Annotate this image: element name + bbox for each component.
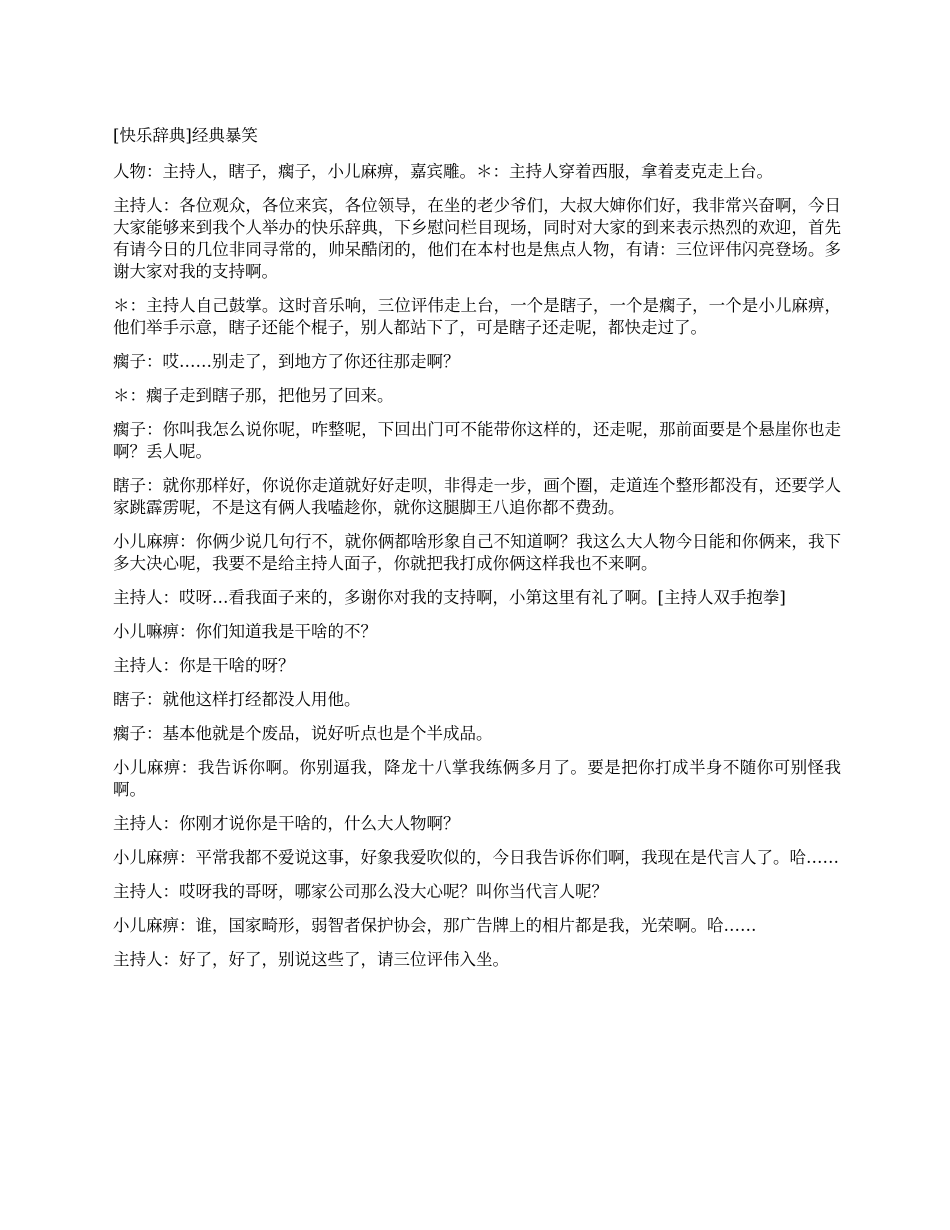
paragraph-dialogue: 主持人：你刚才说你是干啥的，什么大人物啊？: [113, 814, 460, 833]
paragraph-dialogue: 小儿麻痹：平常我都不爱说这事，好象我爱吹似的，今日我告诉你们啊，我现在是代言人了。哈……: [113, 848, 839, 867]
paragraph-dialogue: 主持人：好了，好了，别说这些了，请三位评伟入坐。: [113, 950, 509, 969]
paragraph-dialogue: 主持人：你是干啥的呀？: [113, 656, 295, 675]
paragraph-dialogue: 主持人：哎呀我的哥呀，哪家公司那么没大心呢？叫你当代言人呢？: [113, 882, 608, 901]
paragraph-dialogue: 瘸子：哎……别走了，到地方了你还往那走啊？: [113, 352, 460, 371]
paragraph-cast: 人物：主持人，瞎子，瘸子，小儿麻痹，嘉宾雕。＊：主持人穿着西服，拿着麦克走上台。: [113, 162, 773, 181]
paragraph-dialogue: 瞎子：就他这样打经都没人用他。: [113, 690, 361, 709]
paragraph-dialogue: 主持人：哎呀…看我面子来的，多谢你对我的支持啊，小第这里有礼了啊。[主持人双手抱拳]: [113, 588, 786, 607]
paragraph-dialogue: 小儿麻痹：你俩少说几句行不，就你俩都啥形象自己不知道啊？我这么大人物今日能和你俩来，我下多大决心呢，我要不是给主持人面子，你就把我打成你俩这样我也不来啊。: [113, 532, 841, 573]
paragraph-dialogue: 小儿麻痹：谁，国家畸形，弱智者保护协会，那广告牌上的相片都是我，光荣啊。哈……: [113, 916, 757, 935]
paragraph-dialogue: 小儿麻痹：我告诉你啊。你别逼我，降龙十八掌我练俩多月了。要是把你打成半身不随你可别怪我啊。: [113, 758, 841, 799]
paragraph-dialogue: 瘸子：基本他就是个废品，说好听点也是个半成品。: [113, 724, 493, 743]
paragraph-dialogue: 小儿嘛痹：你们知道我是干啥的不？: [113, 622, 377, 641]
paragraph-stage-direction: ＊：主持人自己鼓掌。这时音乐响，三位评伟走上台，一个是瞎子，一个是瘸子，一个是小儿麻痹，他们举手示意，瞎子还能个棍子，别人都站下了，可是瞎子还走呢，都快走过了。: [113, 296, 841, 337]
document-title: [快乐辞典]经典暴笑: [113, 126, 258, 145]
paragraph-dialogue: 瞎子：就你那样好，你说你走道就好好走呗，非得走一步，画个圈，走道连个整形都没有，还要学人家跳霹雳呢，不是这有俩人我嗑趁你，就你这腿脚王八追你都不费劲。: [113, 476, 841, 517]
paragraph-dialogue: 瘸子：你叫我怎么说你呢，咋整呢，下回出门可不能带你这样的，还走呢，那前面要是个悬崖你也走啊？丢人呢。: [113, 420, 841, 461]
paragraph-host-opening: 主持人：各位观众，各位来宾，各位领导，在坐的老少爷们，大叔大婶你们好，我非常兴奋啊，今日大家能够来到我个人举办的快乐辞典，下乡慰问栏目现场，同时对大家的到来表示热烈的欢迎，首先有请今日的几位非同寻常的，帅呆酷闭的，他们在本村也是焦点人物，有请：三位评伟闪亮登场。多谢大家对我的支持啊。: [113, 196, 841, 281]
document-body: [113, 125, 841, 983]
paragraph-stage-direction: ＊：瘸子走到瞎子那，把他另了回来。: [113, 386, 394, 405]
